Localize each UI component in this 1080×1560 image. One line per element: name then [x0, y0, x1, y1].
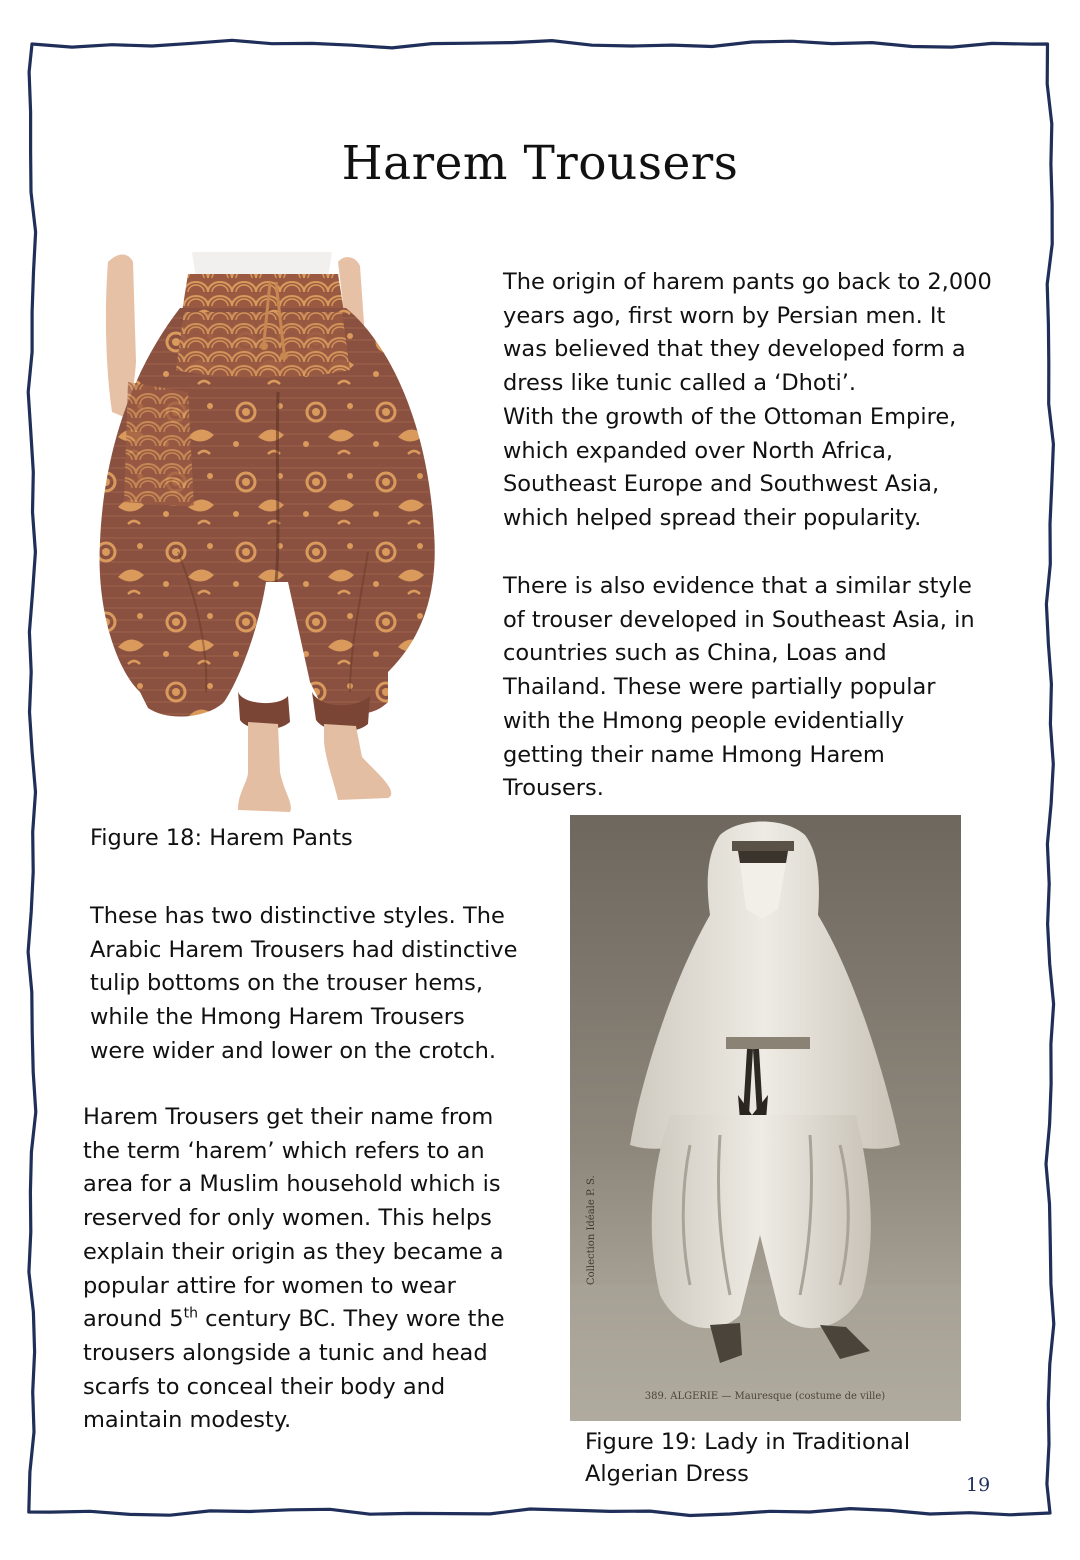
name-origin-line: popular attire for women to wear [83, 1272, 456, 1299]
figure-19-caption-line-1: Figure 19: Lady in Traditional [585, 1429, 911, 1455]
name-origin-line: trousers alongside a tunic and head [83, 1339, 488, 1366]
styles-line: were wider and lower on the crotch. [90, 1037, 497, 1064]
southeast-asia-line: with the Hmong people evidentially [503, 707, 905, 734]
styles-line: tulip bottoms on the trouser hems, [90, 970, 483, 997]
figure-18-harem-pants-image [88, 252, 460, 822]
intro-line: which expanded over North Africa, [503, 437, 894, 464]
intro-line: The origin of harem pants go back to 2,000 [503, 269, 992, 295]
southeast-asia-line: Trousers. [503, 775, 604, 802]
intro-line: Southeast Europe and Southwest Asia, [503, 471, 940, 498]
postcard-caption: 389. ALGERIE — Mauresque (costume de ville) [644, 1391, 886, 1402]
styles-line: while the Hmong Harem Trousers [90, 1004, 465, 1031]
page-title: Harem Trousers [341, 136, 739, 191]
intro-line: years ago, first worn by Persian men. It [503, 302, 946, 329]
postcard-side-text: Collection Idéale P. S. [586, 1175, 597, 1285]
intro-line: With the growth of the Ottoman Empire, [503, 403, 957, 430]
styles-line: These has two distinctive styles. The [90, 903, 505, 929]
century-suffix: century BC. They wore the [197, 1306, 505, 1333]
southeast-asia-paragraph [503, 570, 975, 806]
page-number: 19 [966, 1474, 991, 1496]
figure-18-caption: Figure 18: Harem Pants [90, 825, 353, 851]
styles-line: Arabic Harem Trousers had distinctive [90, 936, 518, 963]
name-origin-line: the term ‘harem’ which refers to an [83, 1137, 485, 1164]
name-origin-line: reserved for only women. This helps [83, 1205, 492, 1232]
name-origin-line: scarfs to conceal their body and [83, 1373, 446, 1400]
intro-line: dress like tunic called a ‘Dhoti’. [503, 370, 857, 397]
southeast-asia-line: Thailand. These were partially popular [503, 674, 936, 701]
southeast-asia-line: countries such as China, Loas and [503, 640, 887, 667]
figure-19-caption [585, 1426, 910, 1490]
southeast-asia-line: There is also evidence that a similar style [503, 573, 972, 599]
century-prefix: around 5 [83, 1306, 184, 1333]
southeast-asia-line: getting their name Hmong Harem [503, 741, 885, 768]
southeast-asia-line: of trouser developed in Southeast Asia, in [503, 606, 975, 633]
name-origin-line: maintain modesty. [83, 1407, 292, 1434]
name-origin-line: explain their origin as they became a [83, 1238, 504, 1265]
intro-line: which helped spread their popularity. [503, 504, 922, 531]
intro-line: was believed that they developed form a [503, 336, 966, 363]
figure-19-algerian-dress-image [570, 815, 961, 1421]
styles-paragraph [90, 900, 517, 1069]
century-superscript: th [183, 1305, 198, 1322]
figure-19-caption-line-2: Algerian Dress [585, 1461, 749, 1487]
intro-paragraph [503, 266, 992, 536]
name-origin-line: area for a Muslim household which is [83, 1171, 501, 1198]
name-origin-century-line [83, 1303, 505, 1337]
name-origin-line: Harem Trousers get their name from [83, 1104, 494, 1130]
name-origin-paragraph [83, 1101, 505, 1438]
